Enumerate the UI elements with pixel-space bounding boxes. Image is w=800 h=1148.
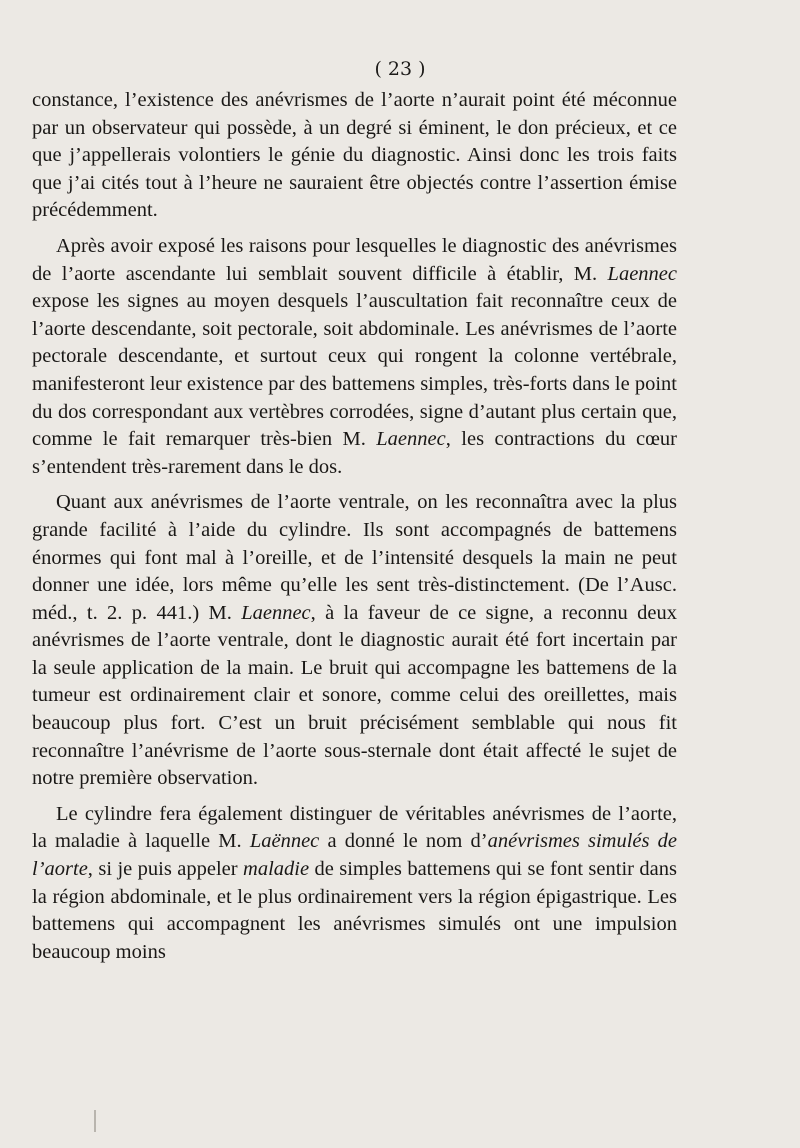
author-name: Laënnec	[249, 830, 320, 853]
text-segment: , les contractions du cœur s’entendent très-rarement dans le dos.	[32, 428, 677, 478]
text-segment: de simples battemens qui se font sentir dans la région abdominale, et le plus ordinairement vers la région épigastrique. Les battemens qui accompagnent les anévrismes simulés ont une impulsion beaucoup moins	[32, 858, 677, 963]
paragraph	[32, 233, 677, 481]
paragraph	[32, 801, 677, 967]
author-name: Laennec	[241, 601, 311, 624]
text-segment: a donné le nom d’	[319, 830, 488, 853]
text-segment: Après avoir exposé les raisons pour lesquelles le diagnostic des anévrismes de l’aorte ascendante lui semblait souvent difficile à établir, M.	[32, 234, 677, 285]
italic-term: maladie	[243, 858, 310, 881]
text-segment: , si je puis appeler	[87, 858, 244, 881]
margin-mark	[94, 1110, 96, 1132]
paragraph	[32, 87, 677, 225]
text-segment: constance, l’existence des anévrismes de l’aorte n’aurait point été méconnue par un observateur qui possède, à un degré si éminent, le don précieux, et ce que j’appellerais volontiers le génie du diagnostic. Ainsi donc les trois faits que j’ai cités tout à l’heure ne sauraient être objectés contre l’assertion émise précédemment.	[32, 89, 677, 222]
author-name: Laennec	[607, 262, 677, 285]
text-segment: Quant aux anévrismes de l’aorte ventrale, on les reconnaîtra avec la plus grande facilité à l’aide du cylindre. Ils sont accompagnés de battemens énormes qui font mal à l’oreille, et de l’intensité desquels la main ne peut donner une idée, lors même qu’elle les sent très-distinctement. (De l’Ausc. méd., t. 2. p. 441.) M.	[32, 491, 677, 624]
author-name: Laennec	[376, 428, 446, 451]
text-segment: expose les signes au moyen desquels l’auscultation fait reconnaître ceux de l’aorte descendante, soit pectorale, soit abdominale. Les anévrismes de l’aorte pectorale descendante, et surtout ceux qui rongent la colonne vertébrale, manifesteront leur existence par des battemens simples, très-forts dans le point du dos correspondant aux vertèbres corrodées, signe d’autant plus certain que, comme le fait remarquer très-bien M.	[32, 290, 677, 451]
text-segment: Le cylindre fera également distinguer de véritables anévrismes de l’aorte, la maladie à laquelle M.	[32, 802, 677, 853]
paragraph	[32, 489, 677, 793]
italic-term: anévrismes simulés de l’aorte	[32, 830, 678, 881]
text-segment: , à la faveur de ce signe, a reconnu deux anévrismes de l’aorte ventrale, dont le diagnostic aurait été fort incertain par la seule application de la main. Le bruit qui accompagne les battemens de la tumeur est ordinairement clair et sonore, comme celui des oreillettes, mais beaucoup plus fort. C’est un bruit précisément semblable qui nous fit reconnaître l’anévrisme de l’aorte sous-sternale dont était affecté le sujet de notre première observation.	[32, 601, 677, 790]
page-number: ( 23 )	[374, 58, 426, 80]
body-text	[32, 87, 677, 966]
